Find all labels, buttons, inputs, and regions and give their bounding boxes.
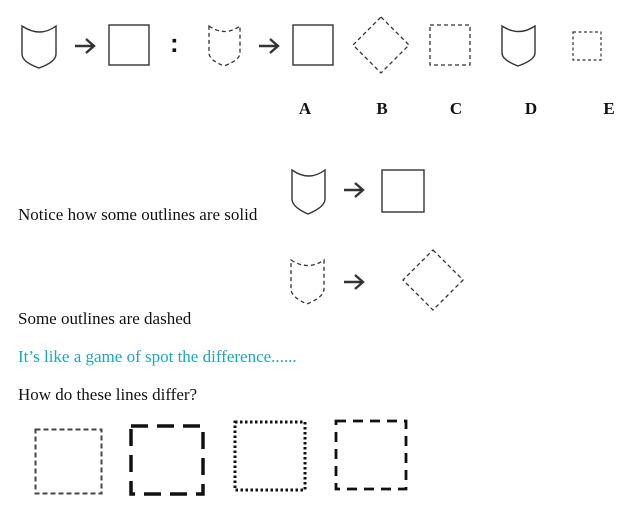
explanation-dashed-text: Some outlines are dashed bbox=[18, 309, 192, 328]
explanation-question-text: How do these lines differ? bbox=[18, 385, 198, 404]
arrow-icon bbox=[343, 273, 367, 291]
arrow-icon bbox=[343, 181, 367, 199]
analogy-separator: : bbox=[170, 28, 179, 58]
option-c-dashed-square-icon[interactable] bbox=[429, 24, 471, 66]
dotted-square bbox=[233, 420, 307, 492]
explanation-hint-text: It’s like a game of spot the difference...... bbox=[18, 347, 297, 366]
option-d-solid-shield-icon[interactable] bbox=[500, 24, 538, 68]
solid-shield-icon bbox=[20, 24, 60, 70]
dashed-diamond-icon bbox=[402, 249, 464, 311]
option-e-small-dashed-square-icon[interactable] bbox=[572, 31, 602, 61]
dashed-shield-icon bbox=[289, 258, 327, 306]
solid-square-icon bbox=[108, 24, 150, 66]
option-b-label[interactable]: B bbox=[376, 99, 388, 118]
arrow-icon bbox=[74, 37, 98, 55]
option-a-label[interactable]: A bbox=[298, 99, 312, 118]
option-a-solid-square-icon[interactable] bbox=[292, 24, 334, 66]
thick-long-dashed-square bbox=[129, 424, 205, 496]
arrow-icon bbox=[258, 37, 282, 55]
option-c-label[interactable]: C bbox=[449, 99, 463, 118]
medium-dashed-square bbox=[334, 419, 408, 491]
option-b-dashed-diamond-icon[interactable] bbox=[352, 16, 410, 74]
option-e-label[interactable]: E bbox=[603, 99, 615, 118]
solid-shield-icon bbox=[290, 168, 328, 216]
thin-dashed-square bbox=[34, 428, 104, 496]
option-d-label[interactable]: D bbox=[524, 99, 538, 118]
dashed-shield-icon bbox=[207, 24, 243, 68]
explanation-solid-text: Notice how some outlines are solid bbox=[18, 205, 258, 224]
solid-square-icon bbox=[381, 169, 425, 213]
